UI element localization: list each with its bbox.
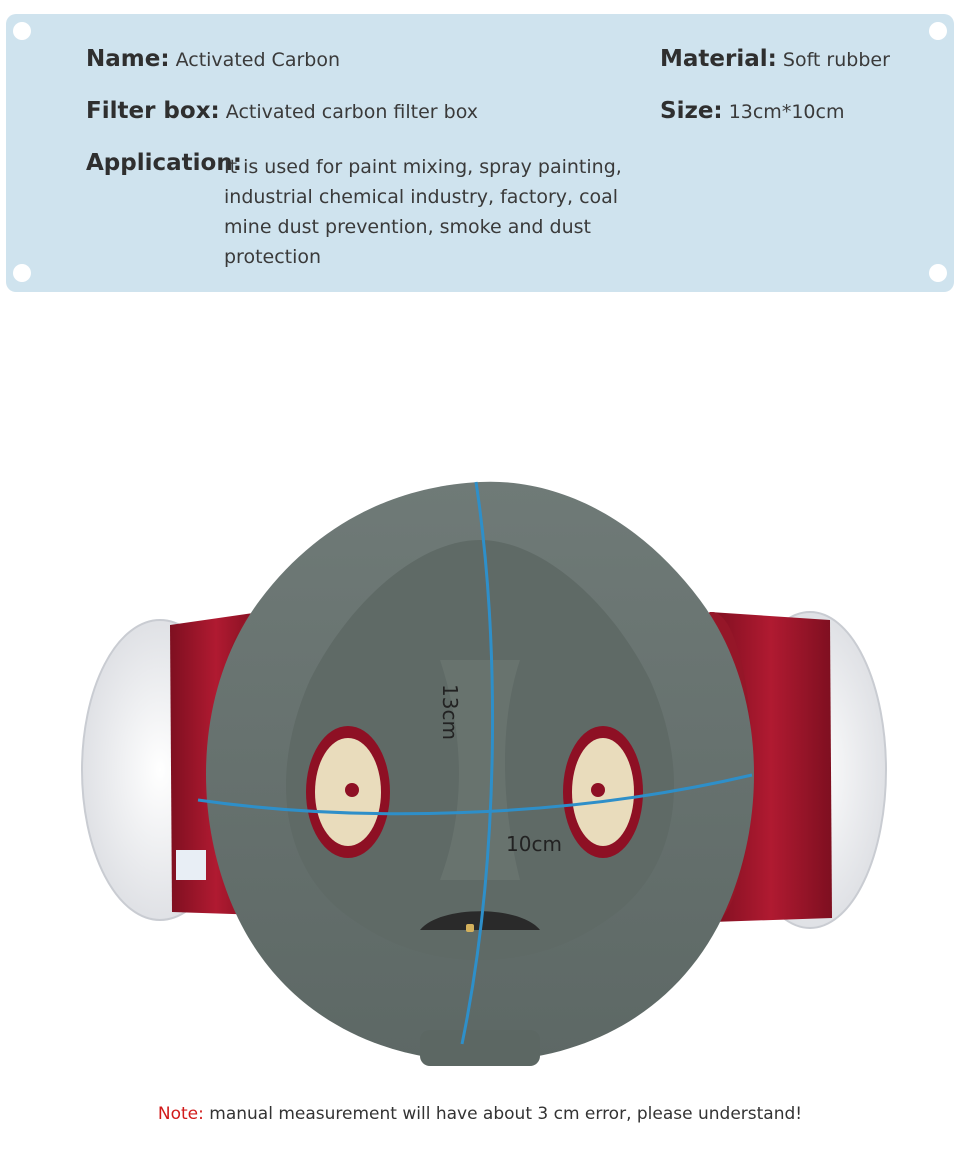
spec-name-value: Activated Carbon (175, 49, 341, 71)
spec-filter-label: Filter box: (86, 98, 220, 124)
measurement-note (0, 1104, 960, 1124)
spec-size-value: 13cm*10cm (728, 101, 845, 123)
mask-body (206, 482, 754, 1066)
spec-application (86, 150, 622, 268)
left-inhale-port (306, 726, 390, 858)
spec-size-label: Size: (660, 98, 723, 124)
height-dimension-label: 13cm (438, 684, 462, 740)
screw-decoration (13, 264, 31, 282)
spec-material (660, 46, 890, 72)
spec-application-label: Application: (86, 150, 242, 176)
spec-filter-value: Activated carbon filter box (225, 101, 478, 123)
note-text: manual measurement will have about 3 cm error, please understand! (203, 1104, 803, 1124)
spec-size (660, 98, 844, 124)
screw-decoration (13, 22, 31, 40)
screw-decoration (929, 264, 947, 282)
spec-application-value: It is used for paint mixing, spray painting, industrial chemical industry, factory, coal mine dust prevention, smoke and dust protection (224, 156, 622, 268)
right-inhale-port (563, 726, 643, 858)
spec-filter-box (86, 98, 478, 124)
spec-name-label: Name: (86, 46, 170, 72)
spec-panel (6, 14, 954, 292)
screw-decoration (929, 22, 947, 40)
respirator-mask-image (0, 440, 960, 1080)
spec-name (86, 46, 340, 72)
spec-material-value: Soft rubber (782, 49, 890, 71)
width-dimension-label: 10cm (506, 832, 562, 856)
spec-material-label: Material: (660, 46, 777, 72)
note-label: Note: (157, 1104, 204, 1124)
